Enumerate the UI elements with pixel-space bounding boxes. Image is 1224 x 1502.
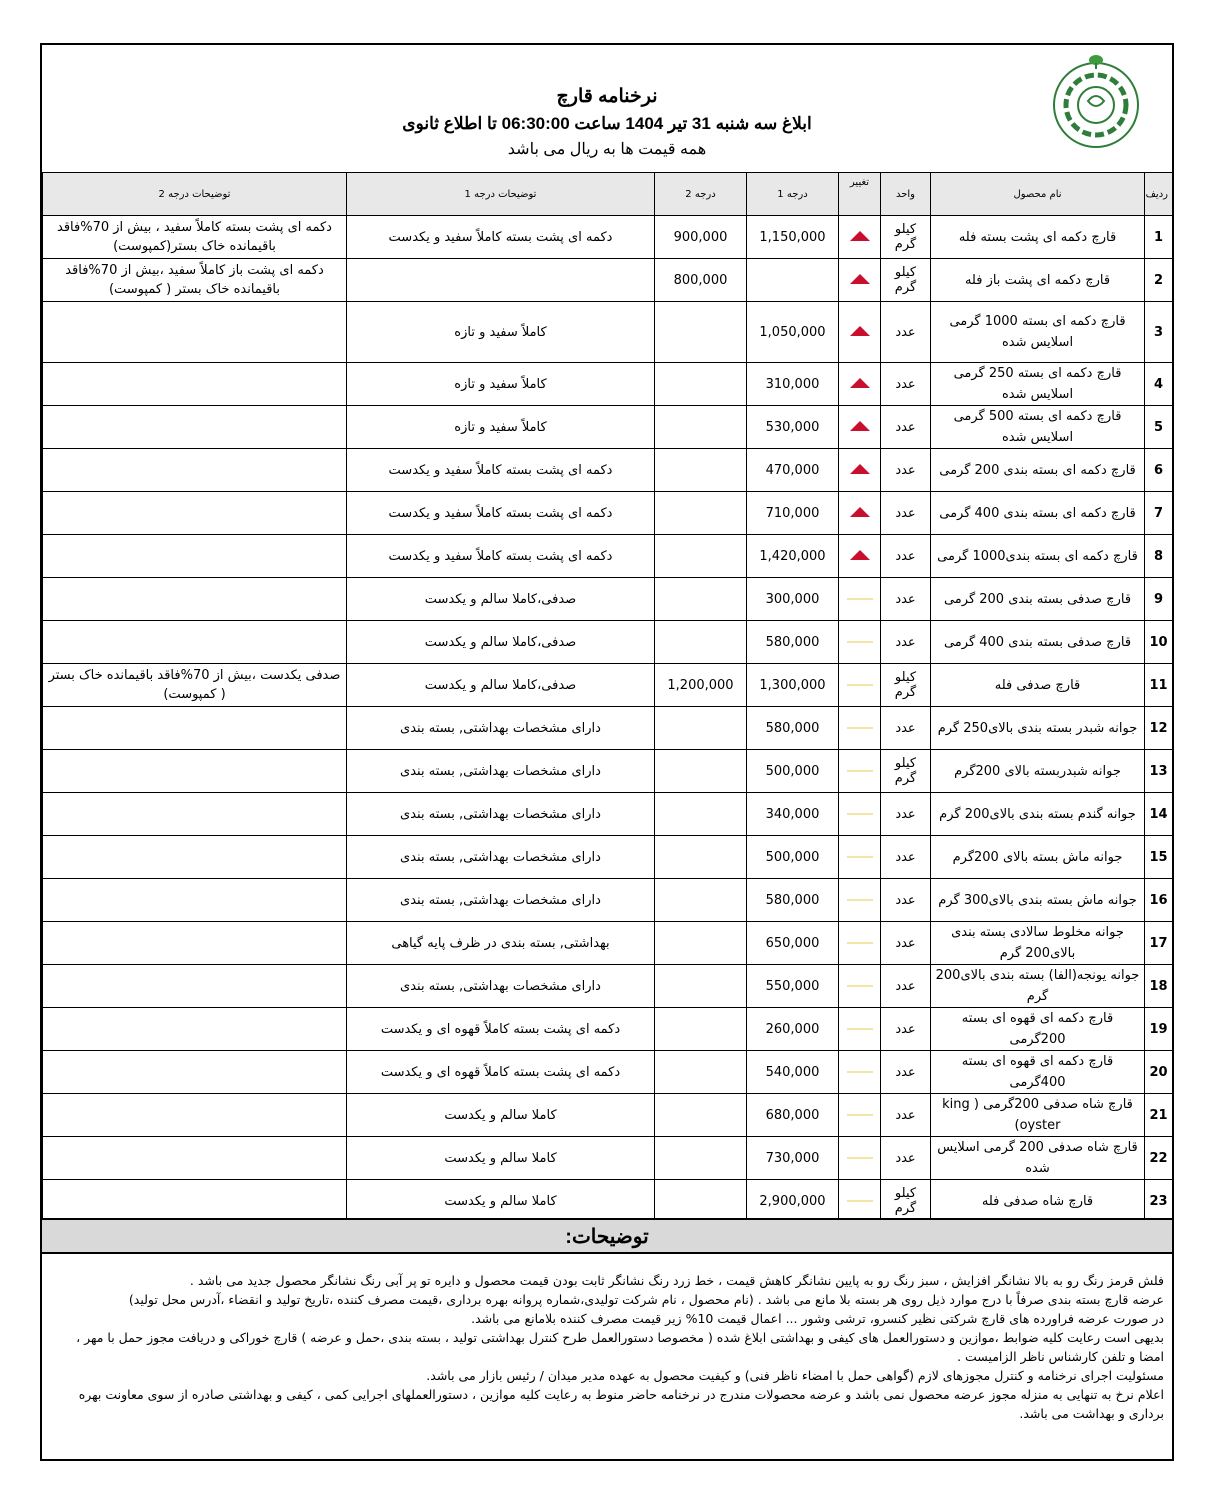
grade2-description [43, 302, 347, 363]
grade2-price [655, 1094, 747, 1137]
row-number: 5 [1145, 406, 1173, 449]
price-up-arrow-icon [850, 421, 870, 431]
price-up-arrow-icon [850, 274, 870, 284]
grade1-price: 550,000 [747, 965, 839, 1008]
row-number: 3 [1145, 302, 1173, 363]
grade2-description [43, 363, 347, 406]
table-row [43, 965, 1173, 1008]
product-name: قارچ شاه صدفی 200 گرمی اسلایس شده [931, 1137, 1145, 1180]
unit: عدد [881, 879, 931, 922]
grade1-description: کاملا سالم و یکدست [347, 1180, 655, 1223]
table-body [43, 216, 1173, 1223]
grade1-description: کاملاً سفید و تازه [347, 302, 655, 363]
grade2-price [655, 449, 747, 492]
grade1-price: 650,000 [747, 922, 839, 965]
unit: عدد [881, 793, 931, 836]
row-number: 6 [1145, 449, 1173, 492]
col-desc2: توضیحات درجه 2 [43, 173, 347, 216]
grade1-price [747, 259, 839, 302]
grade1-description: دارای مشخصات بهداشتی, بسته بندی [347, 793, 655, 836]
row-number: 15 [1145, 836, 1173, 879]
table-row [43, 535, 1173, 578]
grade1-price: 580,000 [747, 707, 839, 750]
unit: عدد [881, 449, 931, 492]
table-row [43, 621, 1173, 664]
change-indicator [839, 406, 881, 449]
change-indicator [839, 707, 881, 750]
currency-note: همه قیمت ها به ریال می باشد [507, 141, 707, 158]
table-row [43, 406, 1173, 449]
table-row [43, 363, 1173, 406]
grade1-price: 680,000 [747, 1094, 839, 1137]
product-name: جوانه ماش بسته بندی بالای300 گرم [931, 879, 1145, 922]
grade1-price: 260,000 [747, 1008, 839, 1051]
row-number: 19 [1145, 1008, 1173, 1051]
price-sheet [40, 43, 1174, 1461]
grade2-price [655, 922, 747, 965]
col-desc1: توضیحات درجه 1 [347, 173, 655, 216]
price-up-arrow-icon [850, 326, 870, 336]
product-name: قارچ دکمه ای بسته 1000 گرمی اسلایس شده [931, 302, 1145, 363]
price-steady-line-icon [847, 727, 873, 729]
change-indicator [839, 1180, 881, 1223]
change-indicator [839, 1051, 881, 1094]
row-number: 4 [1145, 363, 1173, 406]
grade1-price: 470,000 [747, 449, 839, 492]
change-indicator [839, 836, 881, 879]
price-up-arrow-icon [850, 378, 870, 388]
row-number: 16 [1145, 879, 1173, 922]
unit: عدد [881, 707, 931, 750]
price-up-arrow-icon [850, 231, 870, 241]
price-steady-line-icon [847, 985, 873, 987]
note-line: عرضه قارچ بسته بندی صرفاً با درج موارد ذیل روی هر بسته بلا مانع می باشد . (نام محصول ، نام شرکت تولیدی،شماره پروانه بهره برداری ،قیمت مصرف کننده ،تاریخ تولید و انقضاء ،آدرس محل تولید) [128, 1292, 1164, 1307]
unit: عدد [881, 965, 931, 1008]
grade2-description [43, 1094, 347, 1137]
grade2-price: 800,000 [655, 259, 747, 302]
grade2-description [43, 707, 347, 750]
grade2-price [655, 1137, 747, 1180]
product-name: قارچ صدفی فله [931, 664, 1145, 707]
grade1-price: 2,900,000 [747, 1180, 839, 1223]
table-row [43, 259, 1173, 302]
notes-body [44, 1271, 1170, 1423]
grade2-description [43, 535, 347, 578]
change-indicator [839, 922, 881, 965]
col-change: تغییر [839, 173, 881, 216]
col-unit: واحد [881, 173, 931, 216]
grade2-price: 1,200,000 [655, 664, 747, 707]
price-steady-line-icon [847, 641, 873, 643]
grade2-description: صدفی یکدست ،بیش از 70%فاقد باقیمانده خاک بستر ( کمپوست) [43, 664, 347, 707]
product-name: قارچ دکمه ای بسته 250 گرمی اسلایس شده [931, 363, 1145, 406]
unit: عدد [881, 492, 931, 535]
change-indicator [839, 578, 881, 621]
grade2-price [655, 1180, 747, 1223]
grade1-description: دارای مشخصات بهداشتی, بسته بندی [347, 879, 655, 922]
grade2-price: 900,000 [655, 216, 747, 259]
note-line: در صورت عرضه فراورده های قارچ شرکتی نظیر کنسرو، ترشی وشور ... اعمال قیمت 10% زیر قیمت مصرف کننده بلامانع می باشد. [471, 1311, 1164, 1326]
change-indicator [839, 216, 881, 259]
unit: کیلو گرم [881, 750, 931, 793]
change-indicator [839, 363, 881, 406]
product-name: جوانه شبدربسته بالای 200گرم [931, 750, 1145, 793]
unit: عدد [881, 363, 931, 406]
row-number: 14 [1145, 793, 1173, 836]
grade2-price [655, 836, 747, 879]
change-indicator [839, 965, 881, 1008]
table-row [43, 492, 1173, 535]
grade1-description: کاملا سالم و یکدست [347, 1094, 655, 1137]
grade1-price: 580,000 [747, 879, 839, 922]
row-number: 22 [1145, 1137, 1173, 1180]
table-row [43, 707, 1173, 750]
grade2-description [43, 879, 347, 922]
price-steady-line-icon [847, 856, 873, 858]
grade1-description: صدفی،کاملا سالم و یکدست [347, 621, 655, 664]
grade2-price [655, 406, 747, 449]
table-row [43, 750, 1173, 793]
row-number: 23 [1145, 1180, 1173, 1223]
grade2-description [43, 965, 347, 1008]
grade1-price: 500,000 [747, 836, 839, 879]
row-number: 18 [1145, 965, 1173, 1008]
unit: عدد [881, 1051, 931, 1094]
announcement-date: ابلاغ سه شنبه 31 تیر 1404 ساعت 06:30:00 تا اطلاع ثانوی [402, 114, 812, 133]
price-steady-line-icon [847, 598, 873, 600]
grade2-price [655, 621, 747, 664]
grade2-price [655, 879, 747, 922]
grade1-description: دارای مشخصات بهداشتی, بسته بندی [347, 707, 655, 750]
product-name: قارچ دکمه ای بسته بندی 200 گرمی [931, 449, 1145, 492]
product-name: قارچ دکمه ای قهوه ای بسته 200گرمی [931, 1008, 1145, 1051]
grade1-price: 1,300,000 [747, 664, 839, 707]
grade1-description: دارای مشخصات بهداشتی, بسته بندی [347, 836, 655, 879]
grade2-description [43, 621, 347, 664]
grade1-description: کاملاً سفید و تازه [347, 406, 655, 449]
price-up-arrow-icon [850, 464, 870, 474]
unit: عدد [881, 406, 931, 449]
grade1-description: صدفی،کاملا سالم و یکدست [347, 578, 655, 621]
row-number: 10 [1145, 621, 1173, 664]
grade1-price: 340,000 [747, 793, 839, 836]
row-number: 1 [1145, 216, 1173, 259]
change-indicator [839, 664, 881, 707]
grade2-description [43, 793, 347, 836]
grade2-description: دکمه ای پشت بسته کاملاً سفید ، بیش از 70%فاقد باقیمانده خاک بستر(کمپوست) [43, 216, 347, 259]
price-up-arrow-icon [850, 550, 870, 560]
change-indicator [839, 750, 881, 793]
row-number: 7 [1145, 492, 1173, 535]
grade2-description [43, 1137, 347, 1180]
change-indicator [839, 879, 881, 922]
grade1-description: دکمه ای پشت بسته کاملاً سفید و یکدست [347, 492, 655, 535]
grade2-price [655, 1008, 747, 1051]
unit: عدد [881, 836, 931, 879]
product-name: جوانه یونجه(الفا) بسته بندی بالای200 گرم [931, 965, 1145, 1008]
row-number: 11 [1145, 664, 1173, 707]
product-name: قارچ شاه صدفی فله [931, 1180, 1145, 1223]
grade2-price [655, 492, 747, 535]
product-name: جوانه مخلوط سالادی بسته بندی بالای200 گرم [931, 922, 1145, 965]
product-name: قارچ دکمه ای پشت باز فله [931, 259, 1145, 302]
sheet-title: نرخنامه قارچ [556, 86, 658, 107]
unit: عدد [881, 535, 931, 578]
header-titles [42, 83, 1172, 163]
row-number: 9 [1145, 578, 1173, 621]
grade1-description: دکمه ای پشت بسته کاملاً سفید و یکدست [347, 449, 655, 492]
grade1-price: 730,000 [747, 1137, 839, 1180]
product-name: قارچ دکمه ای قهوه ای بسته 400گرمی [931, 1051, 1145, 1094]
change-indicator [839, 793, 881, 836]
product-name: قارچ دکمه ای بسته بندی 400 گرمی [931, 492, 1145, 535]
grade1-description: دکمه ای پشت بسته کاملاً قهوه ای و یکدست [347, 1008, 655, 1051]
table-row [43, 578, 1173, 621]
price-steady-line-icon [847, 770, 873, 772]
product-name: قارچ صدفی بسته بندی 200 گرمی [931, 578, 1145, 621]
price-steady-line-icon [847, 942, 873, 944]
price-steady-line-icon [847, 1028, 873, 1030]
grade2-description [43, 922, 347, 965]
grade2-description: دکمه ای پشت باز کاملاً سفید ،بیش از 70%فاقد باقیمانده خاک بستر ( کمپوست) [43, 259, 347, 302]
change-indicator [839, 621, 881, 664]
change-indicator [839, 492, 881, 535]
change-indicator [839, 535, 881, 578]
table-row [43, 449, 1173, 492]
grade2-price [655, 750, 747, 793]
grade2-price [655, 965, 747, 1008]
grade2-price [655, 793, 747, 836]
row-number: 2 [1145, 259, 1173, 302]
table-row [43, 1008, 1173, 1051]
grade2-description [43, 492, 347, 535]
price-steady-line-icon [847, 1114, 873, 1116]
grade1-price: 580,000 [747, 621, 839, 664]
note-line: فلش قرمز رنگ رو به بالا نشانگر افزایش ، سبز رنگ رو به پایین نشانگر کاهش قیمت ، خط زرد رنگ نشانگر ثابت بودن قیمت محصول و دایره تو پر آبی رنگ نشانگر محصول جدید می باشد . [189, 1273, 1164, 1288]
change-indicator [839, 449, 881, 492]
grade1-description: دارای مشخصات بهداشتی, بسته بندی [347, 750, 655, 793]
price-table [42, 172, 1173, 1223]
unit: کیلو گرم [881, 259, 931, 302]
grade2-description [43, 750, 347, 793]
price-steady-line-icon [847, 899, 873, 901]
change-indicator [839, 1137, 881, 1180]
row-number: 12 [1145, 707, 1173, 750]
grade2-price [655, 363, 747, 406]
grade2-description [43, 578, 347, 621]
grade2-price [655, 1051, 747, 1094]
price-steady-line-icon [847, 1157, 873, 1159]
grade1-description [347, 259, 655, 302]
row-number: 21 [1145, 1094, 1173, 1137]
grade1-description: دارای مشخصات بهداشتی, بسته بندی [347, 965, 655, 1008]
table-row [43, 836, 1173, 879]
product-name: قارچ شاه صدفی 200گرمی ( king oyster) [931, 1094, 1145, 1137]
price-steady-line-icon [847, 684, 873, 686]
unit: عدد [881, 578, 931, 621]
row-number: 8 [1145, 535, 1173, 578]
grade1-price: 710,000 [747, 492, 839, 535]
row-number: 17 [1145, 922, 1173, 965]
unit: عدد [881, 922, 931, 965]
grade1-price: 530,000 [747, 406, 839, 449]
unit: عدد [881, 302, 931, 363]
note-line: بدیهی است رعایت کلیه ضوابط ،موازین و دستورالعمل های کیفی و بهداشتی ابلاغ شده ( مخصوصا دستورالعمل طرح کنترل بهداشتی تولید ، بسته بندی ،حمل و عرضه ) قارچ خوراکی و دریافت مجوز حمل با مهر ، امضا و تلفن کارشناس ناظر الزامیست . [76, 1330, 1164, 1364]
grade2-description [43, 406, 347, 449]
unit: کیلو گرم [881, 664, 931, 707]
row-number: 13 [1145, 750, 1173, 793]
grade1-price: 1,420,000 [747, 535, 839, 578]
note-line: اعلام نرخ به تنهایی به منزله مجوز عرضه محصول نمی باشد و عرضه محصولات مندرج در نرخنامه حاضر منوط به رعایت کلیه موازین ، دستورالعملهای اجرایی کمی ، کیفی و بهداشتی صادره از سوی معاونت بهره برداری و بهداشت می باشد. [78, 1387, 1164, 1421]
grade2-price [655, 535, 747, 578]
grade2-description [43, 1008, 347, 1051]
grade2-description [43, 836, 347, 879]
change-indicator [839, 1094, 881, 1137]
price-steady-line-icon [847, 1071, 873, 1073]
sheet-header [42, 45, 1172, 172]
price-steady-line-icon [847, 1200, 873, 1202]
grade2-description [43, 1051, 347, 1094]
change-indicator [839, 302, 881, 363]
grade2-price [655, 302, 747, 363]
unit: عدد [881, 1137, 931, 1180]
unit: عدد [881, 1008, 931, 1051]
grade1-price: 300,000 [747, 578, 839, 621]
grade1-description: دکمه ای پشت بسته کاملاً قهوه ای و یکدست [347, 1051, 655, 1094]
unit: عدد [881, 621, 931, 664]
unit: کیلو گرم [881, 216, 931, 259]
grade1-price: 540,000 [747, 1051, 839, 1094]
grade1-description: صدفی،کاملا سالم و یکدست [347, 664, 655, 707]
grade1-price: 310,000 [747, 363, 839, 406]
grade1-description: دکمه ای پشت بسته کاملاً سفید و یکدست [347, 535, 655, 578]
product-name: جوانه گندم بسته بندی بالای200 گرم [931, 793, 1145, 836]
table-row [43, 302, 1173, 363]
table-row [43, 216, 1173, 259]
unit: کیلو گرم [881, 1180, 931, 1223]
unit: عدد [881, 1094, 931, 1137]
col-name: نام محصول [931, 173, 1145, 216]
grade2-price [655, 707, 747, 750]
grade1-description: کاملا سالم و یکدست [347, 1137, 655, 1180]
grade2-price [655, 578, 747, 621]
col-grade2: درجه 2 [655, 173, 747, 216]
product-name: جوانه شبدر بسته بندی بالای250 گرم [931, 707, 1145, 750]
product-name: قارچ دکمه ای بسته بندی1000 گرمی [931, 535, 1145, 578]
note-line: مسئولیت اجرای نرخنامه و کنترل مجوزهای لازم (گواهی حمل با امضاء ناظر فنی) و کیفیت محصول به عهده مدیر میدان / رئیس بازار می باشد. [426, 1368, 1164, 1383]
table-row [43, 879, 1173, 922]
table-row [43, 1094, 1173, 1137]
col-grade1: درجه 1 [747, 173, 839, 216]
table-row [43, 1137, 1173, 1180]
grade2-description [43, 449, 347, 492]
table-row [43, 1180, 1173, 1223]
product-name: قارچ صدفی بسته بندی 400 گرمی [931, 621, 1145, 664]
product-name: قارچ دکمه ای پشت بسته فله [931, 216, 1145, 259]
change-indicator [839, 259, 881, 302]
grade2-description [43, 1180, 347, 1223]
table-row [43, 1051, 1173, 1094]
row-number: 20 [1145, 1051, 1173, 1094]
grade1-description: کاملاً سفید و تازه [347, 363, 655, 406]
price-up-arrow-icon [850, 507, 870, 517]
change-indicator [839, 1008, 881, 1051]
grade1-price: 500,000 [747, 750, 839, 793]
table-row [43, 922, 1173, 965]
table-row [43, 664, 1173, 707]
grade1-price: 1,150,000 [747, 216, 839, 259]
price-steady-line-icon [847, 813, 873, 815]
grade1-price: 1,050,000 [747, 302, 839, 363]
table-row [43, 793, 1173, 836]
table-header-row [43, 173, 1173, 216]
col-row: ردیف [1145, 173, 1173, 216]
grade1-description: دکمه ای پشت بسته کاملاً سفید و یکدست [347, 216, 655, 259]
product-name: جوانه ماش بسته بالای 200گرم [931, 836, 1145, 879]
product-name: قارچ دکمه ای بسته 500 گرمی اسلایس شده [931, 406, 1145, 449]
notes-title: توضیحات: [42, 1218, 1172, 1254]
grade1-description: بهداشتی, بسته بندی در ظرف پایه گیاهی [347, 922, 655, 965]
